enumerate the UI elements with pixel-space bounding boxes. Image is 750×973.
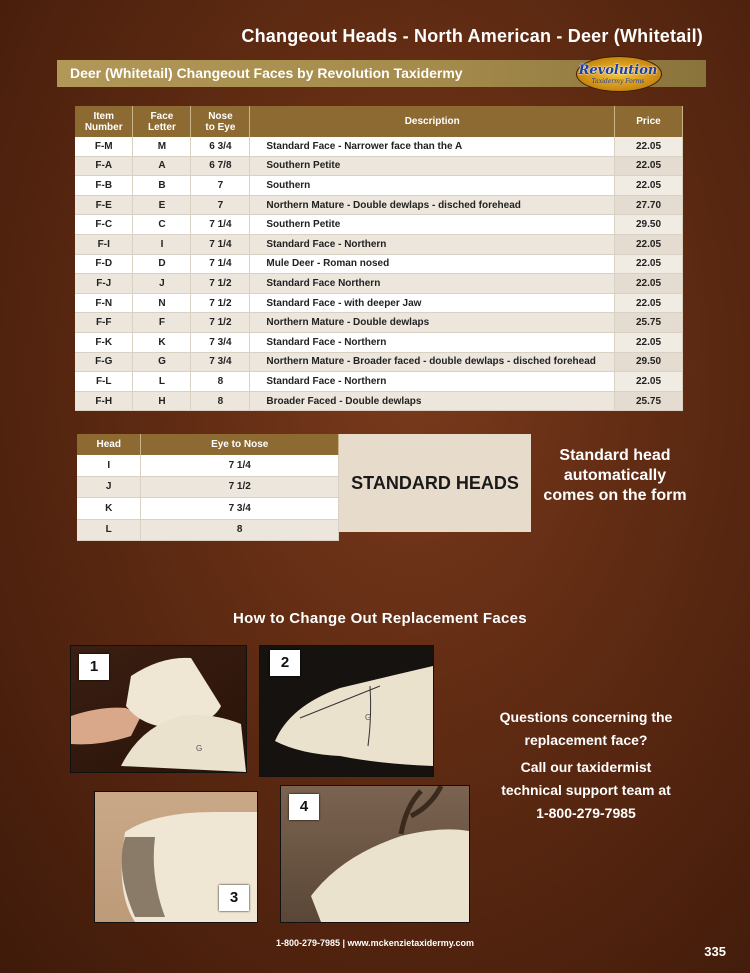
step-number-2: 2 <box>270 650 300 676</box>
cell-price: 27.70 <box>615 195 683 215</box>
cell-item-number: F-I <box>75 234 133 254</box>
cell-price: 22.05 <box>615 137 683 156</box>
step-photo-4 <box>280 785 470 923</box>
page-number: 335 <box>704 944 726 959</box>
cell-face-letter: I <box>133 234 191 254</box>
cell-item-number: F-H <box>75 391 133 411</box>
cell-nose-to-eye: 7 1/4 <box>191 254 250 274</box>
cell-face-letter: H <box>133 391 191 411</box>
cell-description: Southern <box>250 176 615 196</box>
cell-description: Southern Petite <box>250 215 615 235</box>
cell-item-number: F-K <box>75 332 133 352</box>
cell-face-letter: C <box>133 215 191 235</box>
step-photo-1 <box>70 645 247 773</box>
table-row <box>75 372 683 392</box>
cell-face-letter: L <box>133 372 191 392</box>
table-row <box>75 156 683 176</box>
cell-description: Standard Face Northern <box>250 274 615 294</box>
step-number-4: 4 <box>289 794 319 820</box>
cell-nose-to-eye: 7 1/4 <box>191 215 250 235</box>
section-banner <box>57 60 706 87</box>
howto-title: How to Change Out Replacement Faces <box>233 610 527 627</box>
step-number-3: 3 <box>219 885 249 911</box>
standard-heads-label: STANDARD HEADS <box>339 434 531 532</box>
table-row <box>75 254 683 274</box>
cell-description: Broader Faced - Double dewlaps <box>250 391 615 411</box>
cell-nose-to-eye: 8 <box>191 391 250 411</box>
cell-nose-to-eye: 8 <box>191 372 250 392</box>
cell-face-letter: E <box>133 195 191 215</box>
cell-description: Standard Face - Northern <box>250 332 615 352</box>
cell-item-number: F-B <box>75 176 133 196</box>
cell-nose-to-eye: 7 1/4 <box>191 234 250 254</box>
table-row <box>75 352 683 372</box>
cell-description: Northern Mature - Double dewlaps - disched forehead <box>250 195 615 215</box>
cell-face-letter: K <box>133 332 191 352</box>
svg-text:G: G <box>196 744 203 753</box>
cell-face-letter: D <box>133 254 191 274</box>
table-row <box>75 274 683 294</box>
table-row <box>75 332 683 352</box>
cell-face-letter: N <box>133 293 191 313</box>
cell-item-number: F-E <box>75 195 133 215</box>
cell-face-letter: M <box>133 137 191 156</box>
cell-head: K <box>77 498 141 520</box>
table-row <box>75 195 683 215</box>
col-price: Price <box>615 106 683 137</box>
cell-price: 22.05 <box>615 176 683 196</box>
cell-price: 29.50 <box>615 215 683 235</box>
logo-wordmark: Revolution <box>578 63 658 78</box>
table-row <box>75 137 683 156</box>
banner-title: Deer (Whitetail) Changeout Faces by Revolution Taxidermy <box>70 65 463 81</box>
cell-price: 22.05 <box>615 234 683 254</box>
cell-item-number: F-N <box>75 293 133 313</box>
table-header-row <box>77 434 339 455</box>
table-row <box>75 293 683 313</box>
step-number-1: 1 <box>79 654 109 680</box>
cell-face-letter: G <box>133 352 191 372</box>
cell-head: L <box>77 519 141 541</box>
cell-item-number: F-M <box>75 137 133 156</box>
table-row <box>77 498 339 520</box>
cell-face-letter: J <box>133 274 191 294</box>
col-eye-to-nose: Eye to Nose <box>141 434 339 455</box>
standard-heads-table <box>77 434 339 541</box>
cell-price: 29.50 <box>615 352 683 372</box>
cell-nose-to-eye: 7 <box>191 176 250 196</box>
cell-nose-to-eye: 6 3/4 <box>191 137 250 156</box>
cell-price: 25.75 <box>615 391 683 411</box>
cell-nose-to-eye: 7 3/4 <box>191 332 250 352</box>
cell-nose-to-eye: 7 1/2 <box>191 313 250 333</box>
page-title: Changeout Heads - North American - Deer (Whitetail) <box>241 26 703 46</box>
logo-subtext: Taxidermy Forms <box>591 78 645 85</box>
footer-contact: 1-800-279-7985 | www.mckenzietaxidermy.com <box>275 938 475 948</box>
col-head: Head <box>77 434 141 455</box>
cell-description: Standard Face - with deeper Jaw <box>250 293 615 313</box>
table-row <box>75 215 683 235</box>
cell-item-number: F-C <box>75 215 133 235</box>
cell-nose-to-eye: 7 <box>191 195 250 215</box>
cell-face-letter: B <box>133 176 191 196</box>
cell-item-number: F-A <box>75 156 133 176</box>
cell-head: I <box>77 455 141 476</box>
cell-description: Mule Deer - Roman nosed <box>250 254 615 274</box>
standard-head-note: Standard head automatically comes on the form <box>543 447 687 504</box>
col-nose-to-eye: Nose to Eye <box>191 106 250 137</box>
cell-nose-to-eye: 7 1/2 <box>191 293 250 313</box>
cell-price: 22.05 <box>615 372 683 392</box>
cell-price: 22.05 <box>615 156 683 176</box>
cell-description: Standard Face - Narrower face than the A <box>250 137 615 156</box>
table-row <box>77 455 339 476</box>
cell-eye-to-nose: 7 1/2 <box>141 476 339 498</box>
col-item-number: Item Number <box>75 106 133 137</box>
cell-price: 22.05 <box>615 254 683 274</box>
table-row <box>75 234 683 254</box>
cell-item-number: F-G <box>75 352 133 372</box>
cell-eye-to-nose: 8 <box>141 519 339 541</box>
cell-price: 25.75 <box>615 313 683 333</box>
cell-description: Northern Mature - Broader faced - double dewlaps - disched forehead <box>250 352 615 372</box>
cell-nose-to-eye: 6 7/8 <box>191 156 250 176</box>
cell-price: 22.05 <box>615 293 683 313</box>
table-row <box>77 519 339 541</box>
step-photo-2 <box>259 645 434 777</box>
cell-description: Northern Mature - Double dewlaps <box>250 313 615 333</box>
table-row <box>75 391 683 411</box>
step-photo-3 <box>94 791 258 923</box>
cell-item-number: F-F <box>75 313 133 333</box>
cell-item-number: F-D <box>75 254 133 274</box>
col-description: Description <box>250 106 615 137</box>
cell-description: Standard Face - Northern <box>250 234 615 254</box>
cell-nose-to-eye: 7 1/2 <box>191 274 250 294</box>
revolution-logo <box>572 54 664 94</box>
svg-text:G: G <box>365 713 372 722</box>
cell-description: Standard Face - Northern <box>250 372 615 392</box>
cell-face-letter: F <box>133 313 191 333</box>
cell-nose-to-eye: 7 3/4 <box>191 352 250 372</box>
table-row <box>75 176 683 196</box>
changeout-faces-table <box>75 106 683 411</box>
cell-head: J <box>77 476 141 498</box>
table-row <box>75 313 683 333</box>
cell-item-number: F-J <box>75 274 133 294</box>
cell-item-number: F-L <box>75 372 133 392</box>
table-row <box>77 476 339 498</box>
cell-price: 22.05 <box>615 274 683 294</box>
support-contact: Questions concerning the replacement face? Call our taxidermist technical support team at 1-800-279-7985 <box>499 709 673 821</box>
table-header-row <box>75 106 683 137</box>
cell-price: 22.05 <box>615 332 683 352</box>
cell-eye-to-nose: 7 3/4 <box>141 498 339 520</box>
cell-eye-to-nose: 7 1/4 <box>141 455 339 476</box>
cell-description: Southern Petite <box>250 156 615 176</box>
cell-face-letter: A <box>133 156 191 176</box>
col-face-letter: Face Letter <box>133 106 191 137</box>
